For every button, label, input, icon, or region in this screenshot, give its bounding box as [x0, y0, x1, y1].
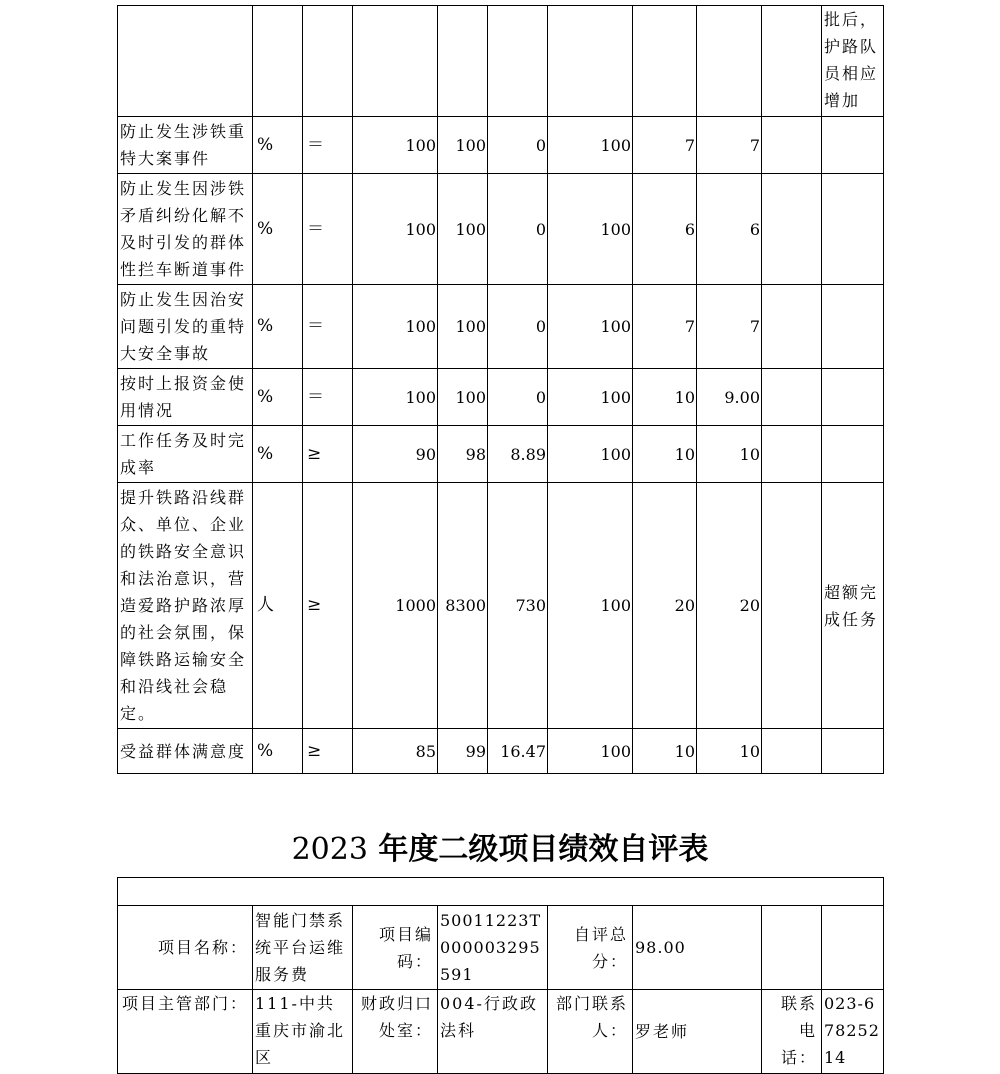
weight-value: 100 [548, 369, 633, 426]
weight-value: 100 [548, 426, 633, 483]
note-cell: 超额完成任务 [822, 483, 884, 729]
self-score-value: 98.00 [633, 906, 762, 990]
table-row [118, 426, 884, 483]
full-score-value: 6 [633, 174, 697, 285]
blank-cell [762, 174, 822, 285]
deviation-value: 16.47 [488, 729, 548, 774]
score-value: 9.00 [697, 369, 762, 426]
unit-cell: % [253, 369, 303, 426]
actual-value: 100 [438, 285, 488, 369]
unit-cell: % [253, 285, 303, 369]
table-row [118, 878, 884, 906]
deviation-value: 0 [488, 117, 548, 174]
target-value: 100 [353, 117, 438, 174]
score-value: 7 [697, 285, 762, 369]
table-row [118, 906, 884, 990]
target-value: 100 [353, 285, 438, 369]
deviation-value: 0 [488, 285, 548, 369]
operator-cell: ＝ [303, 117, 353, 174]
deviation-value: 730 [488, 483, 548, 729]
deviation-value: 0 [488, 174, 548, 285]
table-row [118, 6, 884, 117]
target-value: 100 [353, 174, 438, 285]
full-score-value: 10 [633, 729, 697, 774]
table-row [118, 990, 884, 1074]
actual-value: 100 [438, 117, 488, 174]
title-text: 年度二级项目绩效自评表 [378, 832, 709, 867]
note-cell [822, 729, 884, 774]
contact-value: 罗老师 [633, 990, 762, 1074]
indicator-name: 防止发生因涉铁矛盾纠纷化解不及时引发的群体性拦车断道事件 [118, 174, 253, 285]
score-value: 6 [697, 174, 762, 285]
title-year: 2023 [291, 832, 368, 867]
operator-cell: ≥ [303, 729, 353, 774]
finance-label: 财政归口处室： [353, 990, 438, 1074]
target-value: 1000 [353, 483, 438, 729]
indicator-name: 防止发生涉铁重特大案事件 [118, 117, 253, 174]
indicator-name: 工作任务及时完成率 [118, 426, 253, 483]
score-value: 7 [697, 117, 762, 174]
note-cell [822, 426, 884, 483]
contact-label: 部门联系人： [548, 990, 633, 1074]
table-row [118, 117, 884, 174]
table-row [118, 174, 884, 285]
weight-value: 100 [548, 174, 633, 285]
table-row [118, 483, 884, 729]
table-row [118, 369, 884, 426]
weight-value: 100 [548, 285, 633, 369]
score-value: 10 [697, 426, 762, 483]
unit-cell: % [253, 729, 303, 774]
operator-cell: ＝ [303, 285, 353, 369]
target-value: 85 [353, 729, 438, 774]
blank-cell [762, 483, 822, 729]
target-value: 90 [353, 426, 438, 483]
table-row [118, 285, 884, 369]
full-score-value: 10 [633, 369, 697, 426]
unit-cell: 人 [253, 483, 303, 729]
project-code-value: 50011223T000003295591 [438, 906, 548, 990]
blank-cell [762, 729, 822, 774]
operator-cell: ≥ [303, 426, 353, 483]
actual-value: 100 [438, 174, 488, 285]
full-score-value: 10 [633, 426, 697, 483]
operator-cell: ＝ [303, 174, 353, 285]
unit-cell: % [253, 174, 303, 285]
operator-cell: ≥ [303, 483, 353, 729]
dept-label: 项目主管部门： [118, 990, 253, 1074]
blank-cell [762, 369, 822, 426]
actual-value: 99 [438, 729, 488, 774]
unit-cell: % [253, 117, 303, 174]
finance-value: 004-行政政法科 [438, 990, 548, 1074]
operator-cell: ＝ [303, 369, 353, 426]
unit-cell: % [253, 426, 303, 483]
actual-value: 100 [438, 369, 488, 426]
indicator-name: 提升铁路沿线群众、单位、企业的铁路安全意识和法治意识，营造爱路护路浓厚的社会氛围，保障铁路运输安全和沿线社会稳定。 [118, 483, 253, 729]
indicator-name: 受益群体满意度 [118, 729, 253, 774]
score-value: 10 [697, 729, 762, 774]
note-cell [822, 285, 884, 369]
blank-cell [762, 285, 822, 369]
deviation-value: 0 [488, 369, 548, 426]
note-cell [822, 117, 884, 174]
target-value: 100 [353, 369, 438, 426]
self-score-label: 自评总分： [548, 906, 633, 990]
full-score-value: 20 [633, 483, 697, 729]
blank-cell [762, 426, 822, 483]
note-cell [822, 174, 884, 285]
project-name-label: 项目名称： [118, 906, 253, 990]
weight-value: 100 [548, 729, 633, 774]
deviation-value: 8.89 [488, 426, 548, 483]
indicator-name: 按时上报资金使用情况 [118, 369, 253, 426]
indicator-table [117, 5, 884, 774]
weight-value: 100 [548, 117, 633, 174]
project-code-label: 项目编码： [353, 906, 438, 990]
phone-label: 联系电话： [762, 990, 822, 1074]
full-score-value: 7 [633, 285, 697, 369]
project-name-value: 智能门禁系统平台运维服务费 [253, 906, 353, 990]
phone-value: 023-67825214 [822, 990, 884, 1074]
page-title [0, 830, 1000, 870]
note-cell: 批后，护路队员相应增加 [822, 6, 884, 117]
full-score-value: 7 [633, 117, 697, 174]
blank-cell [762, 117, 822, 174]
project-info-table [117, 877, 884, 1074]
score-value: 20 [697, 483, 762, 729]
table-row [118, 729, 884, 774]
weight-value: 100 [548, 483, 633, 729]
indicator-name: 防止发生因治安问题引发的重特大安全事故 [118, 285, 253, 369]
actual-value: 8300 [438, 483, 488, 729]
actual-value: 98 [438, 426, 488, 483]
note-cell [822, 369, 884, 426]
dept-value: 111-中共重庆市渝北区 [253, 990, 353, 1074]
